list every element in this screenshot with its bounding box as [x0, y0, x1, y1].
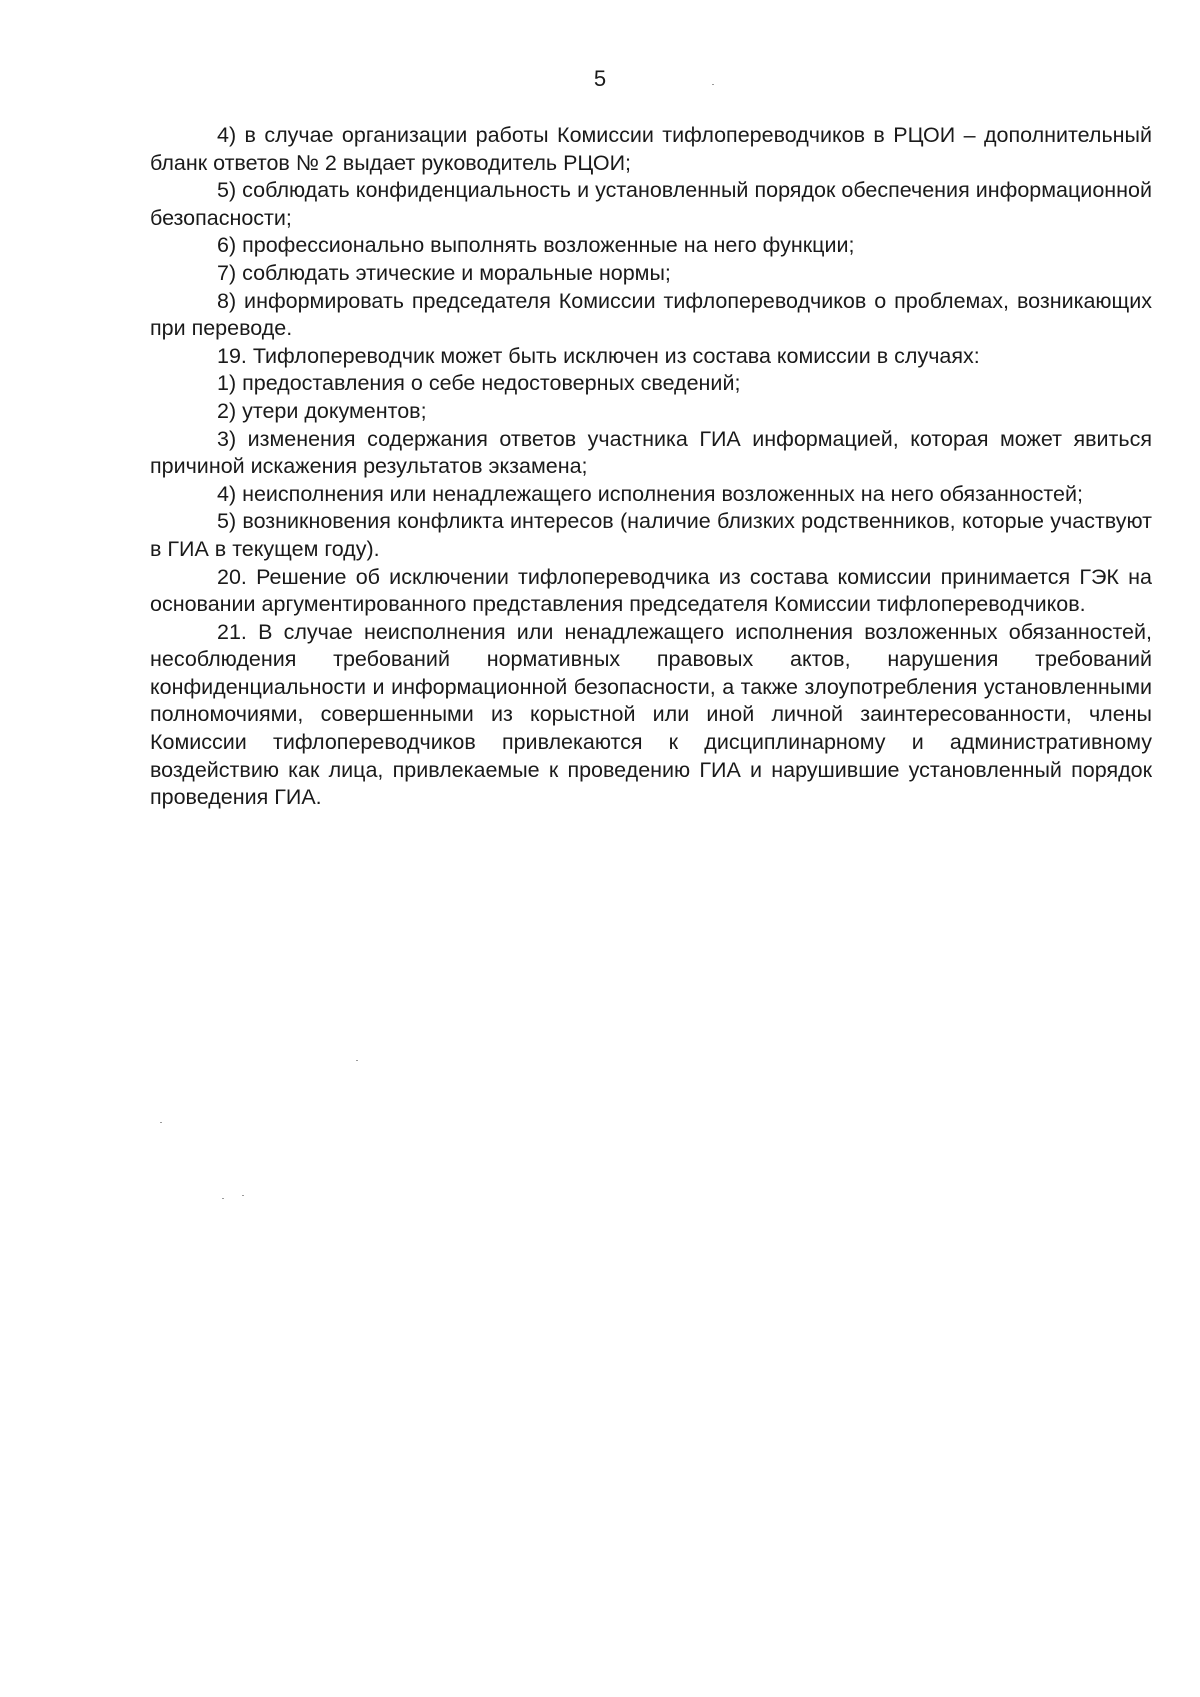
scan-speck [712, 84, 714, 85]
scan-speck [160, 1122, 162, 1123]
clause-19: 19. Тифлопереводчик может быть исключен из состава комиссии в случаях: [217, 343, 980, 368]
clause-21: 21. В случае неисполнения или ненадлежащего исполнения возложенных обязанностей, несоблюдения требований нормативных правовых актов, нарушения требований конфиденциальности и информационной безопасности, а также злоупотребления установленными полномочиями, совершенными из корыстной или иной личной заинтересованности, члены Комиссии тифлопереводчиков привлекаются к дисциплинарному и административному воздействию как лица, привлекаемые к проведению ГИА и нарушившие установленный порядок проведения ГИА. [150, 619, 1152, 810]
document-body [150, 122, 1152, 812]
clause-19-item-3: 3) изменения содержания ответов участника ГИА информацией, которая может явиться причиной искажения результатов экзамена; [150, 426, 1152, 479]
list-item-4-rcoi: 4) в случае организации работы Комиссии тифлопереводчиков в РЦОИ – дополнительный бланк ответов № 2 выдает руководитель РЦОИ; [150, 123, 1152, 175]
list-item-5-confidentiality: 5) соблюдать конфиденциальность и установленный порядок обеспечения информационной безопасности; [150, 178, 1152, 230]
clause-19-item-4: 4) неисполнения или ненадлежащего исполнения возложенных на него обязанностей; [217, 481, 1083, 506]
scan-speck [222, 1198, 224, 1199]
list-item-7-ethics: 7) соблюдать этические и моральные нормы; [217, 260, 671, 285]
clause-19-item-2: 2) утери документов; [217, 398, 427, 423]
list-item-8-inform: 8) информировать председателя Комиссии тифлопереводчиков о проблемах, возникающих при переводе. [150, 288, 1152, 341]
clause-19-item-1: 1) предоставления о себе недостоверных сведений; [217, 371, 741, 396]
page-number: 5 [593, 66, 607, 91]
list-item-6-functions: 6) профессионально выполнять возложенные на него функции; [217, 233, 855, 258]
clause-20: 20. Решение об исключении тифлопереводчика из состава комиссии принимается ГЭК на основании аргументированного представления председателя Комиссии тифлопереводчиков. [150, 564, 1152, 617]
scan-speck [356, 1060, 358, 1061]
clause-19-item-5: 5) возникновения конфликта интересов (наличие близких родственников, которые участвуют в ГИА в текущем году). [150, 509, 1152, 561]
scan-speck [242, 1195, 244, 1196]
